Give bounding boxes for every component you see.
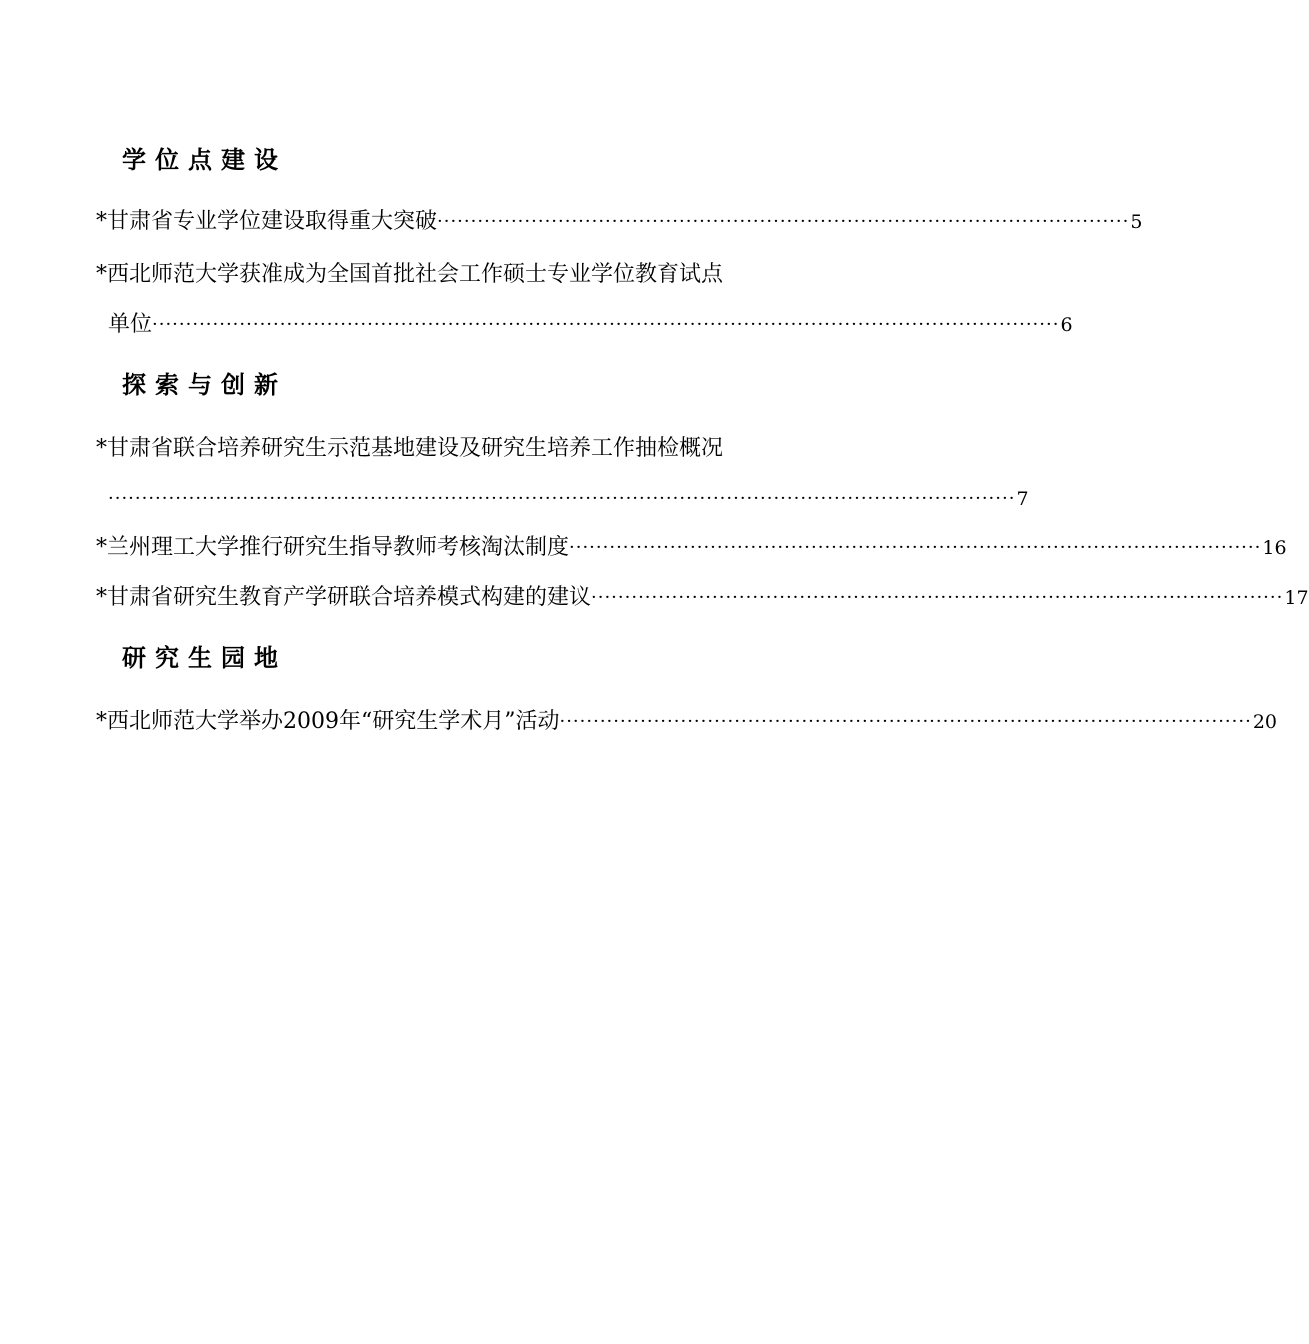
section-title: 研究生园地 [122,643,287,672]
toc-entry[interactable] [96,432,782,464]
toc-entry[interactable] [96,205,1143,237]
toc-entry-text: 单位 [108,312,153,337]
dot-leader: ······································································································· [591,587,1284,608]
toc-entry-text: *西北师范大学获准成为全国首批社会工作硕士专业学位教育试点 [96,262,724,287]
toc-page-number: 16 [1262,537,1287,559]
toc-entry-continuation[interactable] [108,308,1073,340]
toc-entry[interactable] [96,581,1309,613]
toc-entry-text: *甘肃省联合培养研究生示范基地建设及研究生培养工作抽检概况 [96,436,724,461]
toc-page-number: 20 [1252,711,1278,733]
dot-leader: ······································································································································· [152,314,1060,335]
toc-page-number: 7 [1016,488,1029,510]
toc-entry[interactable] [96,531,1287,563]
dot-leader: ······································································································· [437,211,1130,232]
section-title: 学位点建设 [122,145,287,174]
section-title: 探索与创新 [122,370,287,399]
toc-entry[interactable] [96,705,1278,737]
toc-entry-continuation[interactable] [108,482,1029,514]
toc-entry-text: *兰州理工大学推行研究生指导教师考核淘汰制度 [96,535,570,560]
toc-entry[interactable] [96,258,782,290]
dot-leader: ······································································································· [559,711,1252,732]
toc-page-number: 6 [1060,314,1073,336]
toc-entry-text: *甘肃省研究生教育产学研联合培养模式构建的建议 [96,585,592,610]
toc-page-number: 5 [1130,211,1143,233]
dot-leader: ······································································································· [569,537,1262,558]
toc-page-number: 17 [1284,587,1309,609]
toc-entry-text: *西北师范大学举办2009年“研究生学术月”活动 [96,709,560,734]
toc-entry-text: *甘肃省专业学位建设取得重大突破 [96,209,438,234]
dot-leader: ······································································································································· [108,488,1016,509]
